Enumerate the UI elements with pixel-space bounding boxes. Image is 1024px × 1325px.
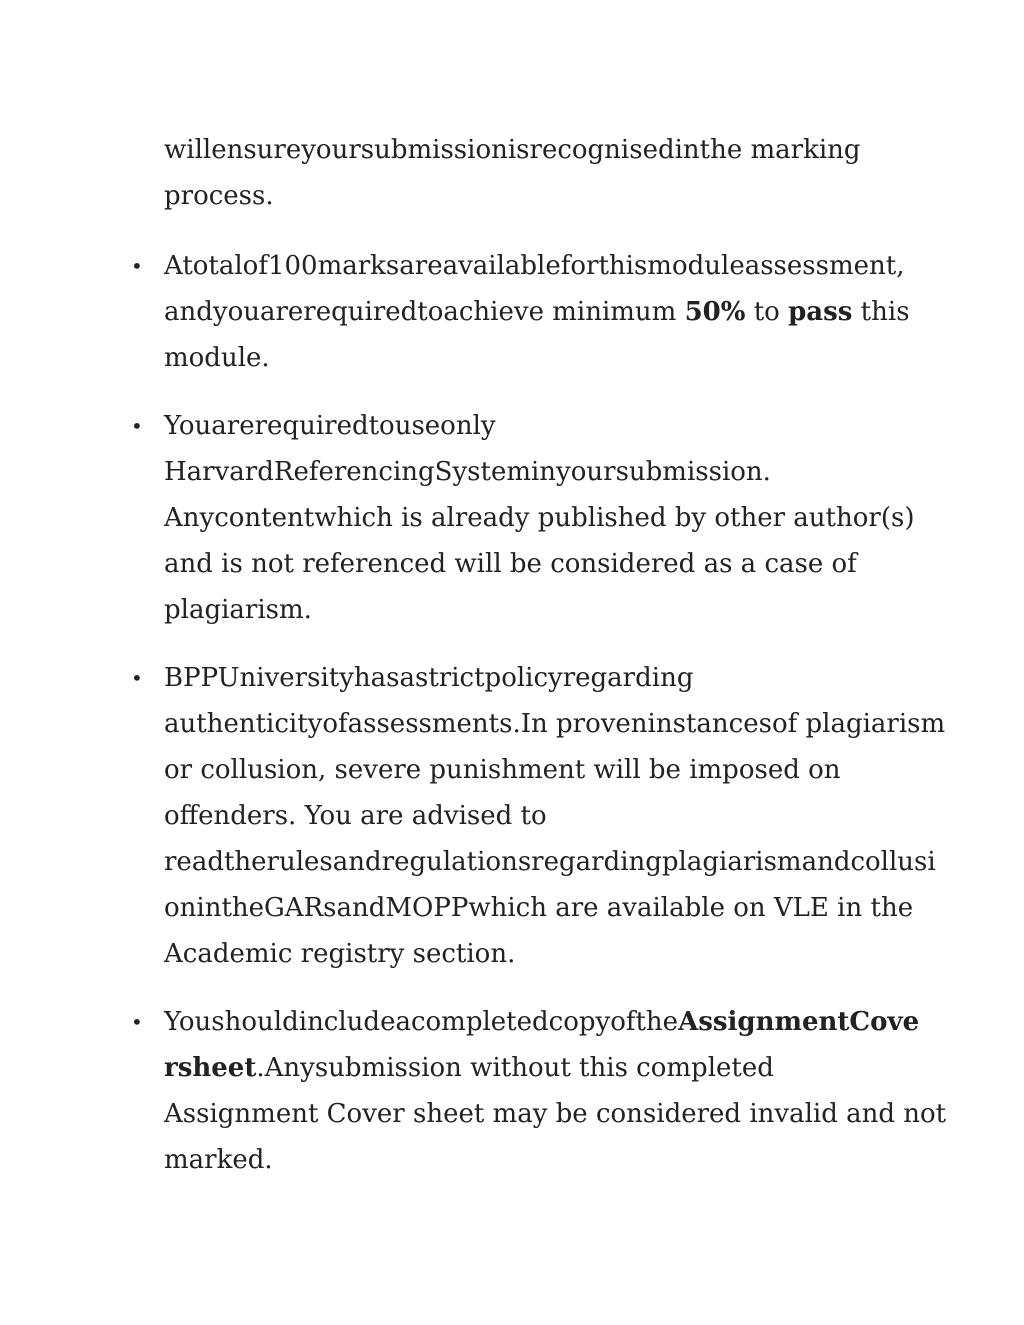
bold-text: pass [788,297,853,327]
text-run: Academic registry section. [164,939,516,969]
bullet-line [164,243,909,289]
bullet-line [164,541,909,587]
bullet-line [164,495,915,541]
bullet-line [164,747,909,793]
bullet-line [164,587,909,633]
text-run: module. [164,343,270,373]
bullet-line [164,449,909,495]
bullet-line [164,839,936,885]
bullet-dot-icon: • [131,1010,143,1034]
bullet-dot-icon: • [131,666,143,690]
instructions-bullet-list [131,243,947,1205]
bullet-line [164,701,946,747]
bullet-item-3 [131,655,946,977]
bullet-dot-icon: • [131,254,143,278]
text-run: Anycontentwhich is already published by other author(s) [164,503,915,533]
text-run: andyouarerequiredtoachieve minimum [164,297,685,327]
bullet-line [164,655,909,701]
text-run: Youarerequiredtouseonly [164,411,496,441]
bullet-line [164,1045,909,1091]
bullet-line [164,885,914,931]
text-run: and is not referenced will be considered as a case of [164,549,857,579]
text-run: Assignment Cover sheet may be considered invalid and not [164,1099,947,1129]
text-run: plagiarism. [164,595,312,625]
bullet-line [164,931,909,977]
bullet-line [164,999,920,1045]
text-run: or collusion, severe punishment will be imposed on [164,755,841,785]
bullet-item-2 [131,403,915,633]
text-run: Atotalof100marksareavailableforthismoduleassessment, [164,251,905,281]
bullet-item-4 [131,999,947,1183]
text-run: this [852,297,910,327]
bullet-line [164,289,909,335]
text-run: authenticityofassessments.In proveninstancesof plagiarism [164,709,946,739]
text-run: readtherulesandregulationsregardingplagiarismandcollusi [164,847,936,877]
bold-text: 50% [684,297,746,327]
bold-text: rsheet [164,1053,257,1083]
text-run: to [745,297,789,327]
bullet-line [164,793,909,839]
continuation-line-2: process. [164,181,274,211]
bullet-line [164,335,909,381]
bullet-line [164,1091,947,1137]
text-run: onintheGARsandMOPPwhich are available on VLE in the [164,893,914,923]
text-run: marked. [164,1145,273,1175]
bullet-line [164,403,909,449]
bold-text: AssignmentCove [678,1007,920,1037]
text-run: BPPUniversityhasastrictpolicyregarding [164,663,694,693]
continuation-paragraph [164,127,904,219]
text-run: .Anysubmission without this completed [256,1053,774,1083]
continuation-line-1: willensureyoursubmissionisrecognisedinthe marking [164,135,861,165]
bullet-dot-icon: • [131,414,143,438]
bullet-line [164,1137,909,1183]
bullet-item-1 [131,243,910,381]
text-run: offenders. You are advised to [164,801,547,831]
text-run: HarvardReferencingSysteminyoursubmission. [164,457,771,487]
text-run: Youshouldincludeacompletedcopyofthe [164,1007,679,1037]
